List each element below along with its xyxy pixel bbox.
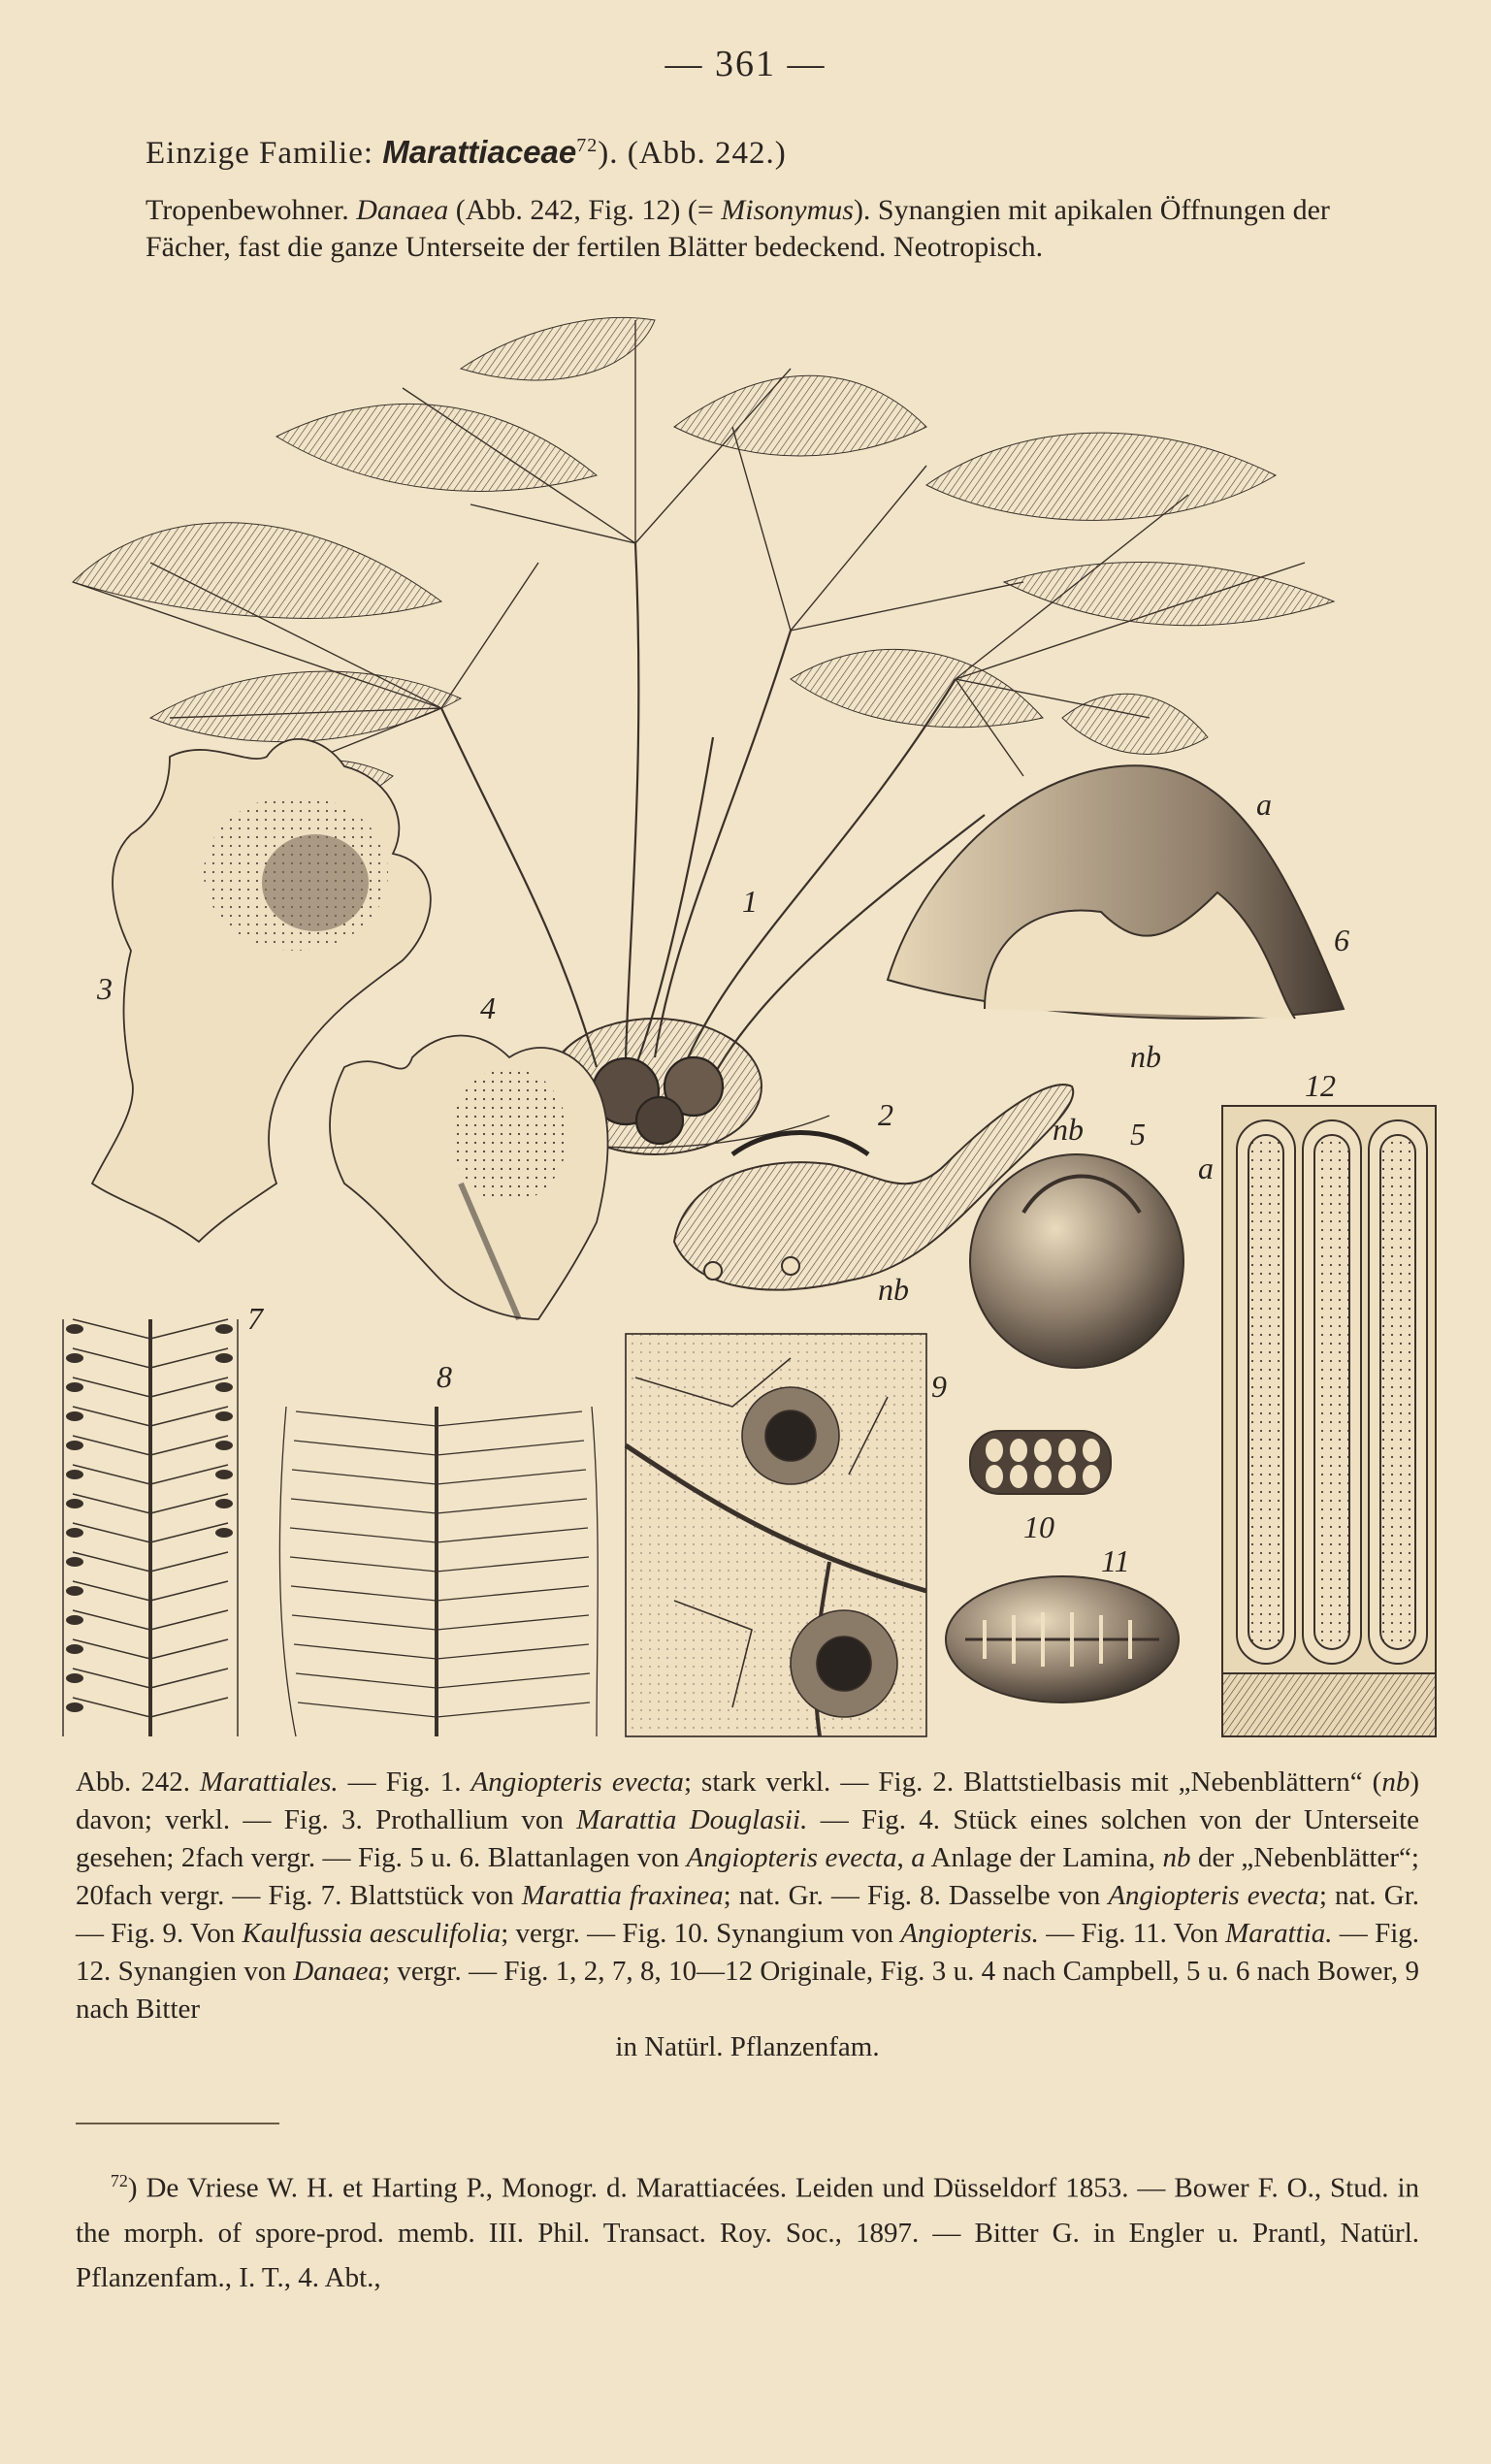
caption-italic: Angiopteris evecta (686, 1842, 897, 1873)
caption-text: ; vergr. — Fig. 1, 2, 7, 8, 10—12 Originale, Fig. 3 u. 4 nach Campbell, 5 u. 6 nach Bower, 9 nach Bitter (76, 1956, 1420, 2025)
caption-text: Abb. 242. (76, 1767, 201, 1798)
heading-footnote-ref: 72 (576, 135, 599, 156)
page-number: — 361 — (664, 44, 827, 84)
fig8-angiopteris-leaf-piece (279, 1407, 598, 1736)
fig6-leaf-primordium (888, 765, 1344, 1019)
fig5-label: 5 (1130, 1117, 1146, 1151)
caption-text: , (896, 1842, 912, 1873)
fig9-label: 9 (931, 1369, 947, 1404)
caption-text: ; stark verkl. — Fig. 2. Blattstielbasis mit „Nebenblättern“ ( (683, 1767, 1382, 1798)
fig12-label: 12 (1305, 1068, 1336, 1103)
intro-text-1: Tropenbewohner. (146, 194, 357, 226)
fig6-label: 6 (1334, 923, 1349, 957)
fig1-label: 1 (742, 884, 758, 919)
caption-text: ; nat. Gr. — Fig. 8. Dasselbe von (723, 1880, 1109, 1911)
caption-text: — Fig. 12. Synangien von (76, 1918, 1419, 1987)
fig6-label-a: a (1256, 787, 1272, 822)
caption-italic: Marattiales. (200, 1767, 339, 1798)
footnote-text: ) De Vriese W. H. et Harting P., Monogr. d. Marattiacées. Leiden und Düsseldorf 1853. — Bower F. O., Stud. in the morph. of spore-prod. memb. III. Phil. Transact. Roy. Soc., 1897. — Bitter G. in Engler u. Prantl, Natürl. Pflanzenfam., I. T., 4. Abt., (76, 2172, 1420, 2293)
caption-italic: Angiopteris evecta (1108, 1880, 1319, 1911)
fig9-kaulfussia-detail (626, 1334, 926, 1736)
caption-text: Anlage der Lamina, (924, 1842, 1163, 1873)
footnote-divider (76, 2123, 279, 2124)
fig6-label-nb: nb (1130, 1039, 1161, 1074)
caption-italic: Marattia fraxinea (521, 1880, 724, 1911)
caption-italic: Kaulfussia aesculifolia (242, 1918, 502, 1949)
intro-synonym: Misonymus (721, 194, 854, 226)
fig7-marattia-leaf-piece (63, 1319, 238, 1736)
intro-paragraph (146, 192, 1407, 266)
caption-text: — Fig. 11. Von (1038, 1918, 1226, 1949)
caption-last-line: in Natürl. Pflanzenfam. (615, 2031, 880, 2062)
caption-italic: nb (1162, 1842, 1191, 1873)
caption-italic: nb (1381, 1767, 1410, 1798)
caption-text: ; vergr. — Fig. 10. Synangium von (501, 1918, 901, 1949)
fig2-label: 2 (878, 1097, 893, 1132)
fig2-label-nb: nb (878, 1272, 909, 1307)
intro-genus: Danaea (356, 194, 449, 226)
fig4-prothallium-underside (330, 1036, 608, 1320)
fig11-marattia-synangium (946, 1576, 1179, 1702)
fig8-label: 8 (437, 1359, 452, 1394)
caption-italic: Danaea (293, 1956, 383, 1987)
figure-242-illustration (53, 310, 1441, 1746)
section-heading (146, 134, 787, 172)
fig10-angiopteris-synangium (970, 1431, 1111, 1494)
heading-suffix: ). (Abb. 242.) (598, 136, 787, 171)
caption-italic: Marattia Douglasii. (576, 1804, 808, 1835)
caption-text: der „Nebenblätter“; 20fach vergr. — Fig. 7. Blattstück von (76, 1842, 1419, 1911)
fig12-danaea-synangia (1222, 1106, 1436, 1736)
figure-caption (76, 1764, 1419, 2066)
fig4-label: 4 (480, 990, 496, 1025)
caption-text: ; nat. Gr. — Fig. 9. Von (76, 1880, 1420, 1949)
fig5-leaf-primordium (970, 1154, 1183, 1368)
caption-italic: Marattia. (1225, 1918, 1333, 1949)
fig11-label: 11 (1101, 1543, 1130, 1578)
intro-text-3: ). Synangien mit apikalen Öffnungen der Fächer, fast die ganze Unterseite der fertilen Blätter bedeckend. Neotropisch. (146, 194, 1330, 263)
caption-italic: Angiopteris. (900, 1918, 1039, 1949)
heading-prefix: Einzige Familie: (146, 136, 383, 171)
caption-italic: a (911, 1842, 925, 1873)
fig3-label: 3 (97, 971, 113, 1006)
footnote-72 (76, 2158, 1419, 2300)
fig7-label: 7 (247, 1301, 263, 1336)
caption-text: — Fig. 1. (338, 1767, 471, 1798)
caption-italic: Angiopteris evecta (470, 1767, 684, 1798)
intro-text-2: (Abb. 242, Fig. 12) (= (448, 194, 722, 226)
caption-text: ) davon; verkl. — Fig. 3. Prothallium von (76, 1767, 1420, 1835)
fig10-label: 10 (1023, 1509, 1054, 1544)
fig5-label-nb: nb (1053, 1112, 1084, 1147)
caption-text: — Fig. 4. Stück eines solchen von der Unterseite gesehen; 2fach vergr. — Fig. 5 u. 6. Blattanlagen von (76, 1804, 1419, 1873)
fig5-label-a: a (1198, 1151, 1214, 1185)
family-name: Marattiaceae (382, 134, 577, 170)
footnote-marker: 72 (110, 2171, 128, 2190)
